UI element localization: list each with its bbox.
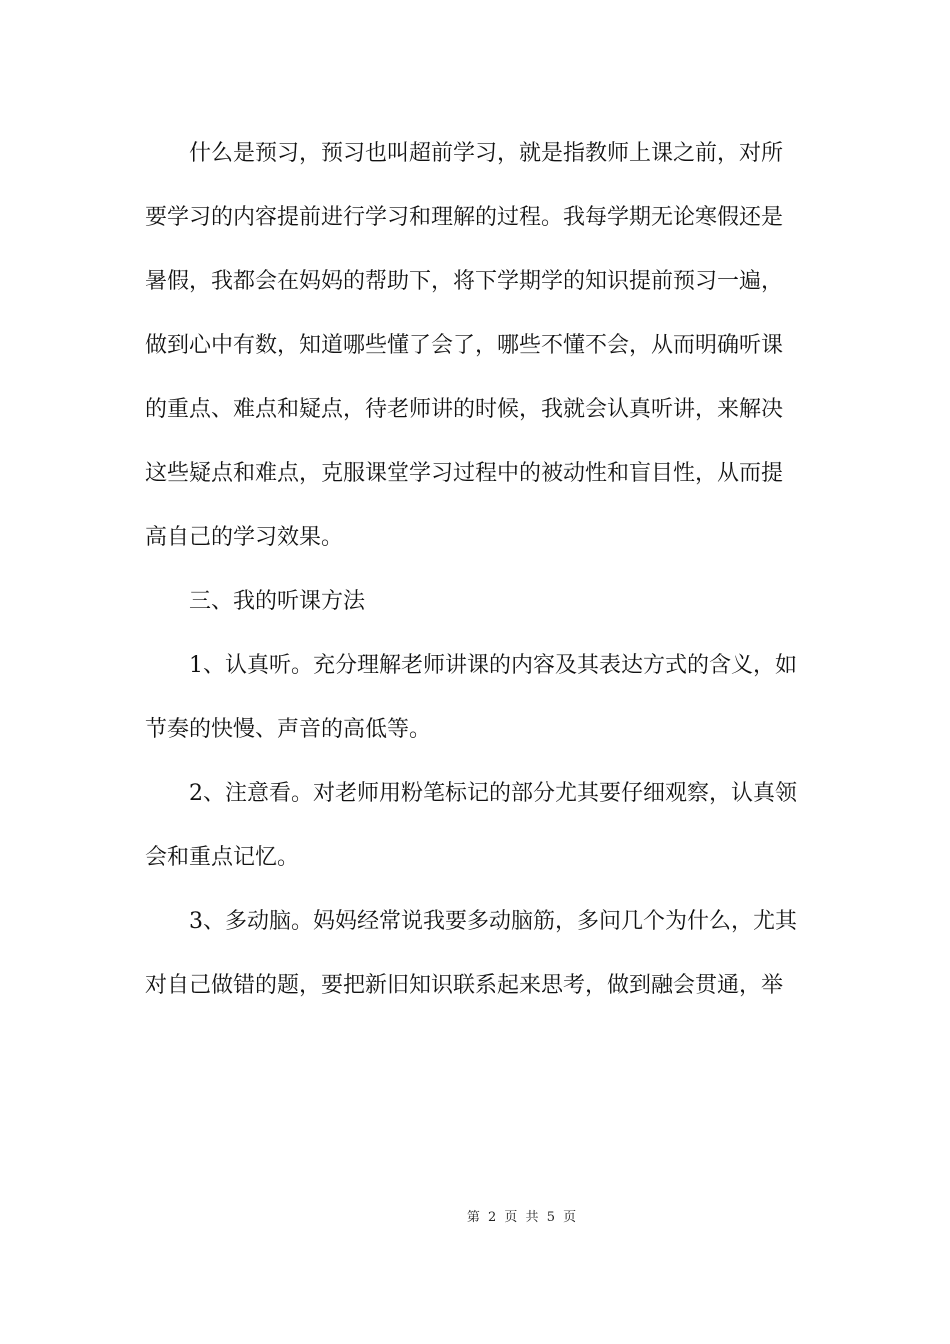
paragraph-line: 3、多动脑。妈妈经常说我要多动脑筋，多问几个为什么，尤其: [189, 909, 797, 934]
paragraph-line: 做到心中有数，知道哪些懂了会了，哪些不懂不会，从而明确听课: [145, 333, 784, 358]
page-footer: [0, 1206, 950, 1225]
paragraph-line: 高自己的学习效果。: [145, 525, 344, 550]
paragraph-line: 节奏的快慢、声音的高低等。: [145, 717, 432, 742]
paragraph-line: 暑假，我都会在妈妈的帮助下，将下学期学的知识提前预习一遍，: [145, 269, 784, 294]
paragraph-line: 什么是预习，预习也叫超前学习，就是指教师上课之前，对所: [189, 141, 784, 166]
page-number: 第 2 页 共 5 页: [466, 1210, 579, 1225]
paragraph-line: 的重点、难点和疑点，待老师讲的时候，我就会认真听讲，来解决: [145, 397, 784, 422]
paragraph-line: 这些疑点和难点，克服课堂学习过程中的被动性和盲目性，从而提: [145, 461, 784, 486]
body-text: [145, 132, 805, 1028]
paragraph-line: 1、认真听。充分理解老师讲课的内容及其表达方式的含义，如: [189, 653, 797, 678]
section-heading: 三、我的听课方法: [189, 589, 366, 614]
paragraph-line: 会和重点记忆。: [145, 845, 300, 870]
paragraph-line: 要学习的内容提前进行学习和理解的过程。我每学期无论寒假还是: [145, 205, 784, 230]
paragraph-line: 对自己做错的题，要把新旧知识联系起来思考，做到融会贯通，举: [145, 973, 784, 998]
paragraph-line: 2、注意看。对老师用粉笔标记的部分尤其要仔细观察，认真领: [189, 781, 797, 806]
